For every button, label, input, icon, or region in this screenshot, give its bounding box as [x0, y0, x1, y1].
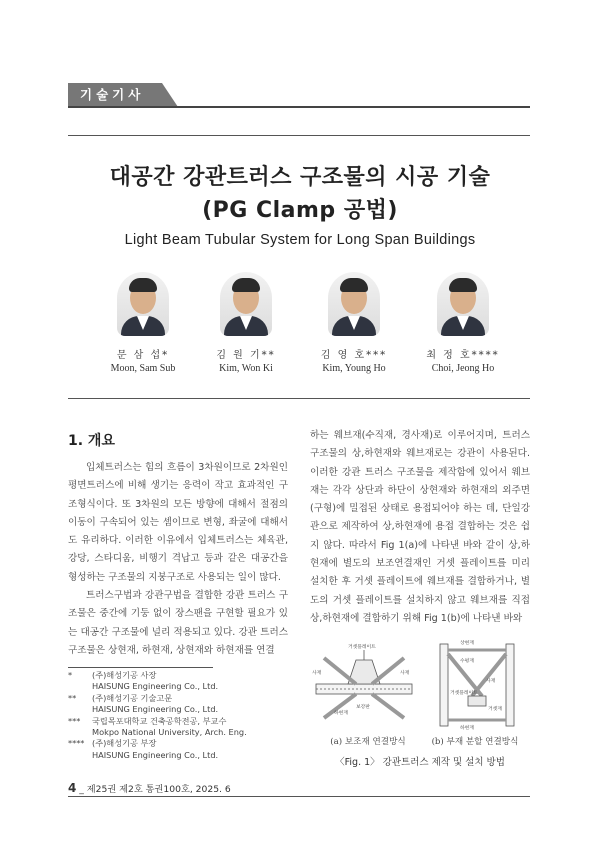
footnotes: [68, 670, 288, 761]
author-3: [299, 272, 409, 374]
page-footer-text: _ 제25권 제2호 통권100호, 2025. 6: [79, 784, 231, 795]
left-column-body: [68, 459, 288, 660]
figure-label: 거셋재: [488, 707, 502, 712]
figure-label: 사재: [312, 671, 322, 676]
title-korean-line1: 대공간 강관트러스 구조물의 시공 기술: [109, 165, 491, 190]
page-footer: [68, 781, 231, 795]
paragraph: 트러스구법과 강관구법을 결합한 강관 트러스 구조물은 중간에 기둥 없이 장스팬을 구현할 필요가 있는 대공간 구조물에 널리 적용되고 있다. 강관 트러스 구조물은 상현재, 하현재, 상현재와 하현재를 연결: [68, 590, 288, 656]
author-name-ko: 최 정 호****: [426, 350, 500, 361]
footnote-line: (주)해성기공 부장: [92, 738, 157, 749]
author-photo: [117, 272, 169, 336]
footnote: [68, 693, 288, 716]
footnote-line: HAISUNG Engineering Co., Ltd.: [92, 704, 219, 715]
figure-label: 하현재: [460, 726, 474, 730]
footnote-line: HAISUNG Engineering Co., Ltd.: [92, 681, 219, 692]
author-name-ko: 김 영 호***: [320, 350, 388, 361]
footnote: [68, 738, 288, 761]
figure-title: 〈Fig. 1〉 강관트러스 제작 및 설치 방법: [335, 757, 505, 768]
footnote-mark: ***: [68, 715, 81, 726]
figure-caption-b: (b) 부재 분할 연결방식: [431, 737, 519, 747]
paragraph: 하는 웨브재(수직재, 경사재)로 이루어지며, 트러스 구조물의 상,하현재와 웨브재로는 강관이 사용된다. 이러한 강관 트러스 구조물을 제작함에 있어서 웨브재는 각각 상단과 하단이 상현재와 하현재의 외주면(구형)에 밀접된 상태로 용접되어야 하는 데, 단일강관으로 제작하여 상,하현재에 용접 결합하는 것은 쉽지 않다. 따라서 Fig 1(a)에 나타낸 바와 같이 상,하현재에 별도의 보조연결재인 거셋 플레이트를 미리 설치한 후 거셋 플레이트에 웨브재를 결합하거나, 별도의 거셋 플레이트를 설치하지 않고 웨브재를 직접 상,하현재에 결합하기 위해 Fig 1(b)에 나타낸 바와: [310, 430, 530, 624]
figure-label: 보강판: [356, 705, 370, 710]
author-2: [191, 272, 301, 374]
footer-rule: [68, 796, 530, 797]
footnote: [68, 716, 288, 739]
author-photo: [328, 272, 380, 336]
title-english: Light Beam Tubular System for Long Span Buildings: [124, 232, 476, 248]
author-photo: [220, 272, 272, 336]
section-heading-intro: 1. 개요: [68, 433, 115, 449]
author-1: [88, 272, 198, 374]
paragraph: 입체트러스는 힘의 흐름이 3차원이므로 2차원인 평면트러스에 비해 생기는 응력이 작고 효과적인 구조형식이다. 또 3차원의 모든 방향에 대해서 절점의 이동이 구속되어 있는 셈이므로 변형, 좌굴에 대해서도 유리하다. 이러한 이유에서 입체트러스는 체육관, 강당, 스타디움, 비행기 격납고 등과 같은 대공간을 형성하는 구조물의 지붕구조로 사용되는 일이 많다.: [68, 462, 288, 583]
author-name-ko: 김 원 기**: [216, 350, 276, 361]
figure-caption-a: (a) 보조재 연결방식: [330, 737, 406, 747]
footnote-line: 국립목포대학교 건축공학전공, 부교수: [92, 715, 227, 726]
footnote-line: Mokpo National University, Arch. Eng.: [92, 727, 247, 738]
author-photo: [437, 272, 489, 336]
section-tag: 기술기사: [68, 83, 162, 107]
header-rule-top: [68, 106, 530, 108]
right-column-body: [310, 427, 530, 628]
figure-1b-drawing: [440, 644, 514, 726]
title-korean-line2: (PG Clamp 공법): [202, 198, 398, 223]
figure-label: 거셋플레이트: [348, 645, 376, 650]
author-name-en: Kim, Won Ki: [219, 363, 273, 374]
header-rule-bottom: [68, 135, 530, 136]
footnote-line: HAISUNG Engineering Co., Ltd.: [92, 749, 219, 760]
authors-rule: [68, 398, 530, 399]
figure-label: 사재: [400, 671, 410, 676]
author-name-en: Choi, Jeong Ho: [431, 363, 495, 374]
figure-label: 상현재: [460, 641, 474, 646]
author-4: [408, 272, 518, 374]
page-number: 4: [68, 781, 77, 795]
footnote-line: (주)해성기공 기술고문: [92, 692, 173, 703]
author-name-ko: 문 삼 섭*: [116, 350, 170, 361]
footnote-line: (주)해성기공 사장: [92, 670, 157, 680]
figure-label: 사재: [486, 679, 496, 684]
figure-1-drawing: [310, 640, 530, 730]
figure-label: 거셋플레이트: [450, 691, 478, 696]
author-name-en: Kim, Young Ho: [322, 363, 386, 374]
footnote-mark: ****: [68, 738, 85, 749]
figure-label: 하현재: [334, 711, 348, 716]
footnote-rule: [68, 667, 213, 668]
author-name-en: Moon, Sam Sub: [110, 363, 176, 374]
section-tag-arrow: [162, 83, 178, 107]
figure-label: 수평재: [460, 659, 474, 664]
footnote-mark: *: [68, 670, 73, 680]
footnote: [68, 670, 288, 693]
footnote-mark: **: [68, 692, 77, 703]
